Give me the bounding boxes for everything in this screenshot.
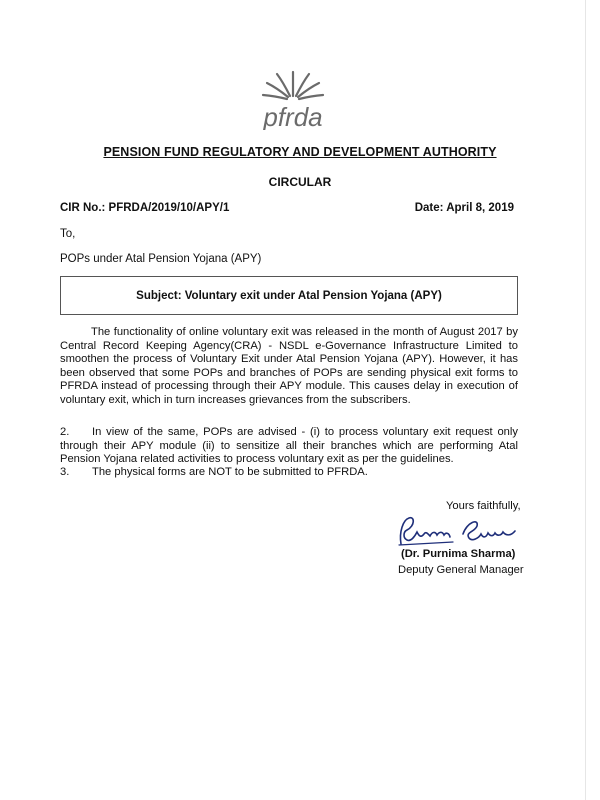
salutation: To, bbox=[60, 228, 76, 240]
subject-box bbox=[60, 276, 518, 315]
logo-wordmark: pfrda bbox=[263, 102, 323, 130]
addressee: POPs under Atal Pension Yojana (APY) bbox=[60, 253, 262, 265]
paragraph-text: In view of the same, POPs are advised - (i) to process voluntary exit request only through their APY module (ii) to sensitize all their branches which are performing Atal Pension Yojana related activities to process voluntary exit as per the guidelines. bbox=[60, 426, 518, 466]
paragraph-text: The physical forms are NOT to be submitted to PFRDA. bbox=[92, 466, 368, 478]
paragraph-2 bbox=[60, 426, 518, 467]
organization-name: PENSION FUND REGULATORY AND DEVELOPMENT AUTHORITY bbox=[103, 145, 497, 159]
paragraph-1 bbox=[60, 326, 518, 408]
circular-number: CIR No.: PFRDA/2019/10/APY/1 bbox=[60, 202, 230, 214]
signature-underline bbox=[399, 542, 453, 545]
signature-stroke-last-name bbox=[463, 522, 515, 540]
pfrda-logo bbox=[253, 66, 333, 130]
signer-name: (Dr. Purnima Sharma) bbox=[401, 548, 516, 560]
logo-petal bbox=[299, 95, 323, 99]
paragraph-3 bbox=[60, 466, 518, 480]
paragraph-number: 2. bbox=[60, 426, 70, 438]
paragraph-text: The functionality of online voluntary exit was released in the month of August 2017 by Central Record Keeping Agency(CRA) - NSDL e-Governance Infrastructure Limited to smoothen the process of Voluntary Exit under Atal Pension Yojana (APY). However, it has been observed that some POPs and branches of POPs are sending physical exit forms to PFRDA instead of processing through their APY module. This causes delay in execution of voluntary exit, which in turn increases grievances from the subscribers. bbox=[60, 326, 518, 406]
valediction: Yours faithfully, bbox=[446, 500, 521, 512]
subject-text: Subject: Voluntary exit under Atal Pension Yojana (APY) bbox=[136, 289, 442, 302]
document-type: CIRCULAR bbox=[268, 175, 332, 189]
circular-date: Date: April 8, 2019 bbox=[414, 202, 514, 214]
paragraph-number: 3. bbox=[60, 466, 70, 478]
handwritten-signature bbox=[393, 512, 533, 552]
scan-edge-line bbox=[585, 0, 586, 800]
signer-designation: Deputy General Manager bbox=[398, 564, 524, 576]
signature-stroke-first-name bbox=[400, 518, 450, 544]
logo-petal bbox=[263, 95, 287, 99]
